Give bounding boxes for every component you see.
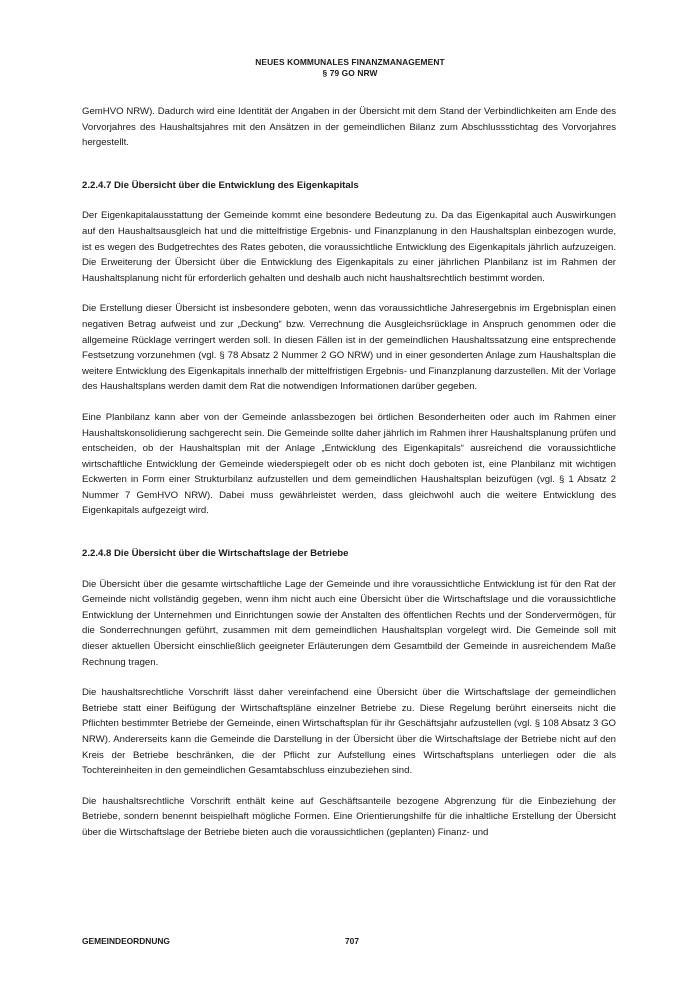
paragraph: Die Erstellung dieser Übersicht ist insbesondere geboten, wenn das voraussichtliche Jahresergebnis im Ergebnisplan einen negativen Betrag aufweist und zur „Deckung“ bzw. Verrechnung die Ausgleichsrücklage in Anspruch genommen oder die allgemeine Rücklage verringert werden soll. In diesen Fällen ist in der gemeindlichen Haushaltssatzung eine entsprechende Festsetzung vorzunehmen (vgl. § 78 Absatz 2 Nummer 2 GO NRW) und in einer gesonderten Anlage zum Haushaltsplan die weitere Entwicklung des Eigenkapitals innerhalb der mittelfristigen Ergebnis- und Finanzplanung darzustellen. Mit der Vorlage des Haushaltsplans werden damit dem Rat die notwendigen Informationen darüber gegeben. <box>82 303 616 393</box>
section-heading-eigenkapital: 2.2.4.7 Die Übersicht über die Entwicklung des Eigenkapitals <box>82 179 359 191</box>
header-subtitle: § 79 GO NRW <box>322 68 378 78</box>
paragraph: Eine Planbilanz kann aber von der Gemeinde anlassbezogen bei örtlichen Besonderheiten oder auch im Rahmen einer Haushaltskonsolidierung sachgerecht sein. Die Gemeinde sollte daher jährlich im Rahmen ihrer Haushaltsplanung prüfen und entscheiden, ob der Haushaltsplan mit der Anlage „Entwicklung des Eigenkapitals“ ausreichend die voraussichtliche wirtschaftliche Entwicklung der Gemeinde wiederspiegelt oder ob es nicht doch geboten ist, eine Planbilanz mit wichtigen Eckwerten in Form einer Strukturbilanz aufzustellen und dem gemeindlichen Haushaltsplan beizufügen (vgl. § 1 Absatz 2 Nummer 7 GemHVO NRW). Dabei muss gewährleistet werden, dass gleichwohl auch die weitere Entwicklung des Eigenkapitals aufgezeigt wird. <box>82 411 616 517</box>
intro-paragraph: GemHVO NRW). Dadurch wird eine Identität der Angaben in der Übersicht mit dem Stand der Verbindlichkeiten am Ende des Vorvorjahres des Haushaltsjahres mit den Ansätzen in der gemeindlichen Bilanz zum Abschlussstichtag des Vorvorjahres hergestellt. <box>82 106 616 149</box>
page-number: 707 <box>345 936 359 946</box>
footer-label: GEMEINDEORDNUNG <box>82 936 170 946</box>
paragraph: Der Eigenkapitalausstattung der Gemeinde kommt eine besondere Bedeutung zu. Da das Eigenkapital auch Auswirkungen auf den Haushaltsausgleich hat und die mittelfristige Ergebnis- und Finanzplanung in den Haushaltsplan einbezogen wurde, ist es wegen des Budgetrechtes des Rates geboten, die voraussichtliche Entwicklung des Eigenkapitals jährlich aufzuzeigen. Die Erweiterung der Übersicht über die Entwicklung des Eigenkapitals zu einer jährlichen Planbilanz ist im Rahmen der Haushaltsplanung nicht für erforderlich gehalten und deshalb auch nicht haushaltsrechtlich bestimmt worden. <box>82 210 616 284</box>
paragraph: Die haushaltsrechtliche Vorschrift enthält keine auf Geschäftsanteile bezogene Abgrenzung für die Einbeziehung der Betriebe, sondern benennt beispielhaft mögliche Formen. Eine Orientierungshilfe für die inhaltliche Erstellung der Übersicht über die Wirtschaftslage der Betriebe bieten auch die voraussichtlichen (geplanten) Finanz- und <box>82 795 616 838</box>
header-title: NEUES KOMMUNALES FINANZMANAGEMENT <box>255 57 445 67</box>
paragraph: Die haushaltsrechtliche Vorschrift lässt daher vereinfachend eine Übersicht über die Wirtschaftslage der gemeindlichen Betriebe statt einer Beifügung der Wirtschaftspläne einzelner Betriebe zu. Diese Regelung berührt einerseits nicht die Pflichten bestimmter Betriebe der Gemeinde, einen Wirtschaftsplan für ihr Geschäftsjahr aufzustellen (vgl. § 108 Absatz 3 GO NRW). Andererseits kann die Gemeinde die Darstellung in der Übersicht über die Wirtschaftslage der Betriebe nicht auf den Kreis der Betriebe beschränken, die der Pflicht zur Aufstellung eines Wirtschaftsplans unterliegen oder die als Tochtereinheiten in den gemeindlichen Gesamtabschluss einzubeziehen sind. <box>82 687 616 777</box>
paragraph: Die Übersicht über die gesamte wirtschaftliche Lage der Gemeinde und ihre voraussichtliche Entwicklung ist für den Rat der Gemeinde nicht vollständig gegeben, wenn ihm nicht auch eine Übersicht über die Wirtschaftslage und die voraussichtliche Entwicklung der Unternehmen und Einrichtungen sowie der Anstalten des öffentlichen Rechts und der Sondervermögen, für die Sonderrechnungen geführt, zusammen mit dem gemeindlichen Haushaltsplan vorgelegt wird. Die Gemeinde soll mit dieser aktuellen Übersicht einschließlich geeigneter Erläuterungen dem Gesamtbild der Gemeinde in ausreichendem Maße Rechnung tragen. <box>82 578 616 668</box>
page-content <box>82 104 616 841</box>
page-header <box>0 57 700 79</box>
section-heading-wirtschaftslage: 2.2.4.8 Die Übersicht über die Wirtschaftslage der Betriebe <box>82 548 349 560</box>
